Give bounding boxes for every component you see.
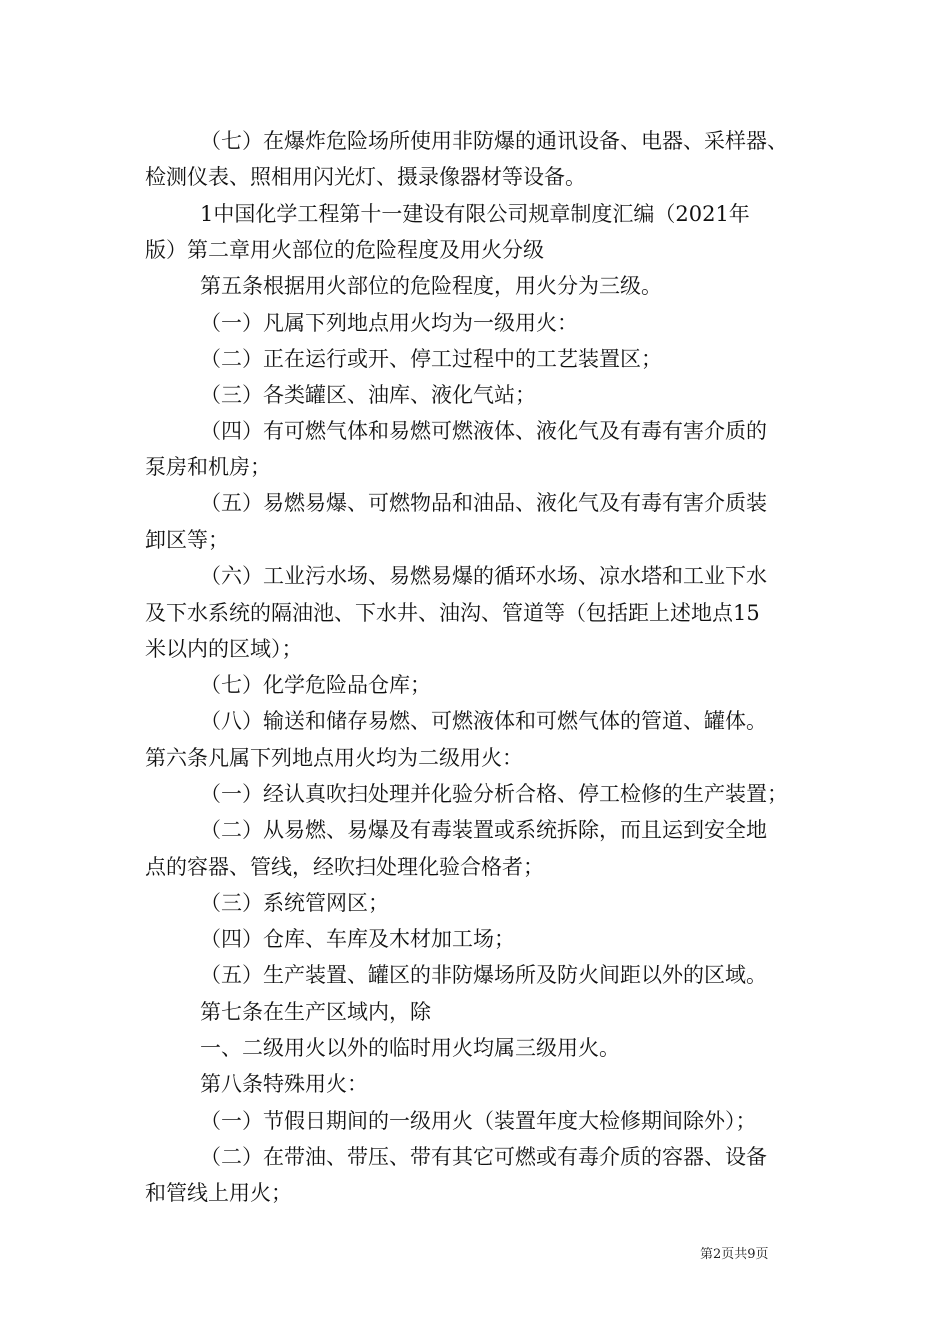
text-line: （一）凡属下列地点用火均为一级用火： bbox=[200, 311, 578, 335]
text-line: （四）仓库、车库及木材加工场； bbox=[200, 927, 515, 951]
text-line: 第五条根据用火部位的危险程度，用火分为三级。 bbox=[200, 274, 662, 298]
text-line: 一、二级用火以外的临时用火均属三级用火。 bbox=[200, 1036, 620, 1060]
text-line: （一）节假日期间的一级用火（装置年度大检修期间除外）； bbox=[200, 1109, 757, 1133]
text-line: 和管线上用火； bbox=[145, 1181, 292, 1205]
text-line: 及下水系统的隔油池、下水井、油沟、管道等（包括距上述地点15 bbox=[145, 601, 760, 625]
text-line: （一）经认真吹扫处理并化验分析合格、停工检修的生产装置； bbox=[200, 782, 788, 806]
text-line: （四）有可燃气体和易燃可燃液体、液化气及有毒有害介质的 bbox=[200, 419, 767, 443]
text-line: （三）系统管网区； bbox=[200, 891, 389, 915]
text-line: （五）易燃易爆、可燃物品和油品、液化气及有毒有害介质装 bbox=[200, 491, 767, 515]
text-line: 版）第二章用火部位的危险程度及用火分级 bbox=[145, 238, 544, 262]
text-line: （六）工业污水场、易燃易爆的循环水场、凉水塔和工业下水 bbox=[200, 564, 767, 588]
text-line: （二）在带油、带压、带有其它可燃或有毒介质的容器、设备 bbox=[200, 1145, 767, 1169]
text-line: 卸区等； bbox=[145, 528, 229, 552]
text-line: 米以内的区域）； bbox=[145, 637, 303, 661]
page-number: 第2页共9页 bbox=[700, 1247, 769, 1262]
text-line: （三）各类罐区、油库、液化气站； bbox=[200, 383, 536, 407]
text-line: （二）正在运行或开、停工过程中的工艺装置区； bbox=[200, 347, 662, 371]
text-line: （八）输送和储存易燃、可燃液体和可燃气体的管道、罐体。 bbox=[200, 709, 767, 733]
text-line: 点的容器、管线，经吹扫处理化验合格者； bbox=[145, 855, 544, 879]
text-line: 第八条特殊用火： bbox=[200, 1072, 368, 1096]
text-line: 1中国化学工程第十一建设有限公司规章制度汇编（2021年 bbox=[200, 202, 750, 226]
text-line: 检测仪表、照相用闪光灯、摄录像器材等设备。 bbox=[145, 165, 586, 189]
text-line: 第六条凡属下列地点用火均为二级用火： bbox=[145, 746, 523, 770]
text-line: 泵房和机房； bbox=[145, 455, 271, 479]
text-line: 第七条在生产区域内，除 bbox=[200, 1000, 431, 1024]
text-line: （七）化学危险品仓库； bbox=[200, 673, 431, 697]
text-line: （二）从易燃、易爆及有毒装置或系统拆除，而且运到安全地 bbox=[200, 818, 767, 842]
text-line: （七）在爆炸危险场所使用非防爆的通讯设备、电器、采样器、 bbox=[200, 129, 788, 153]
text-line: （五）生产装置、罐区的非防爆场所及防火间距以外的区域。 bbox=[200, 963, 767, 987]
